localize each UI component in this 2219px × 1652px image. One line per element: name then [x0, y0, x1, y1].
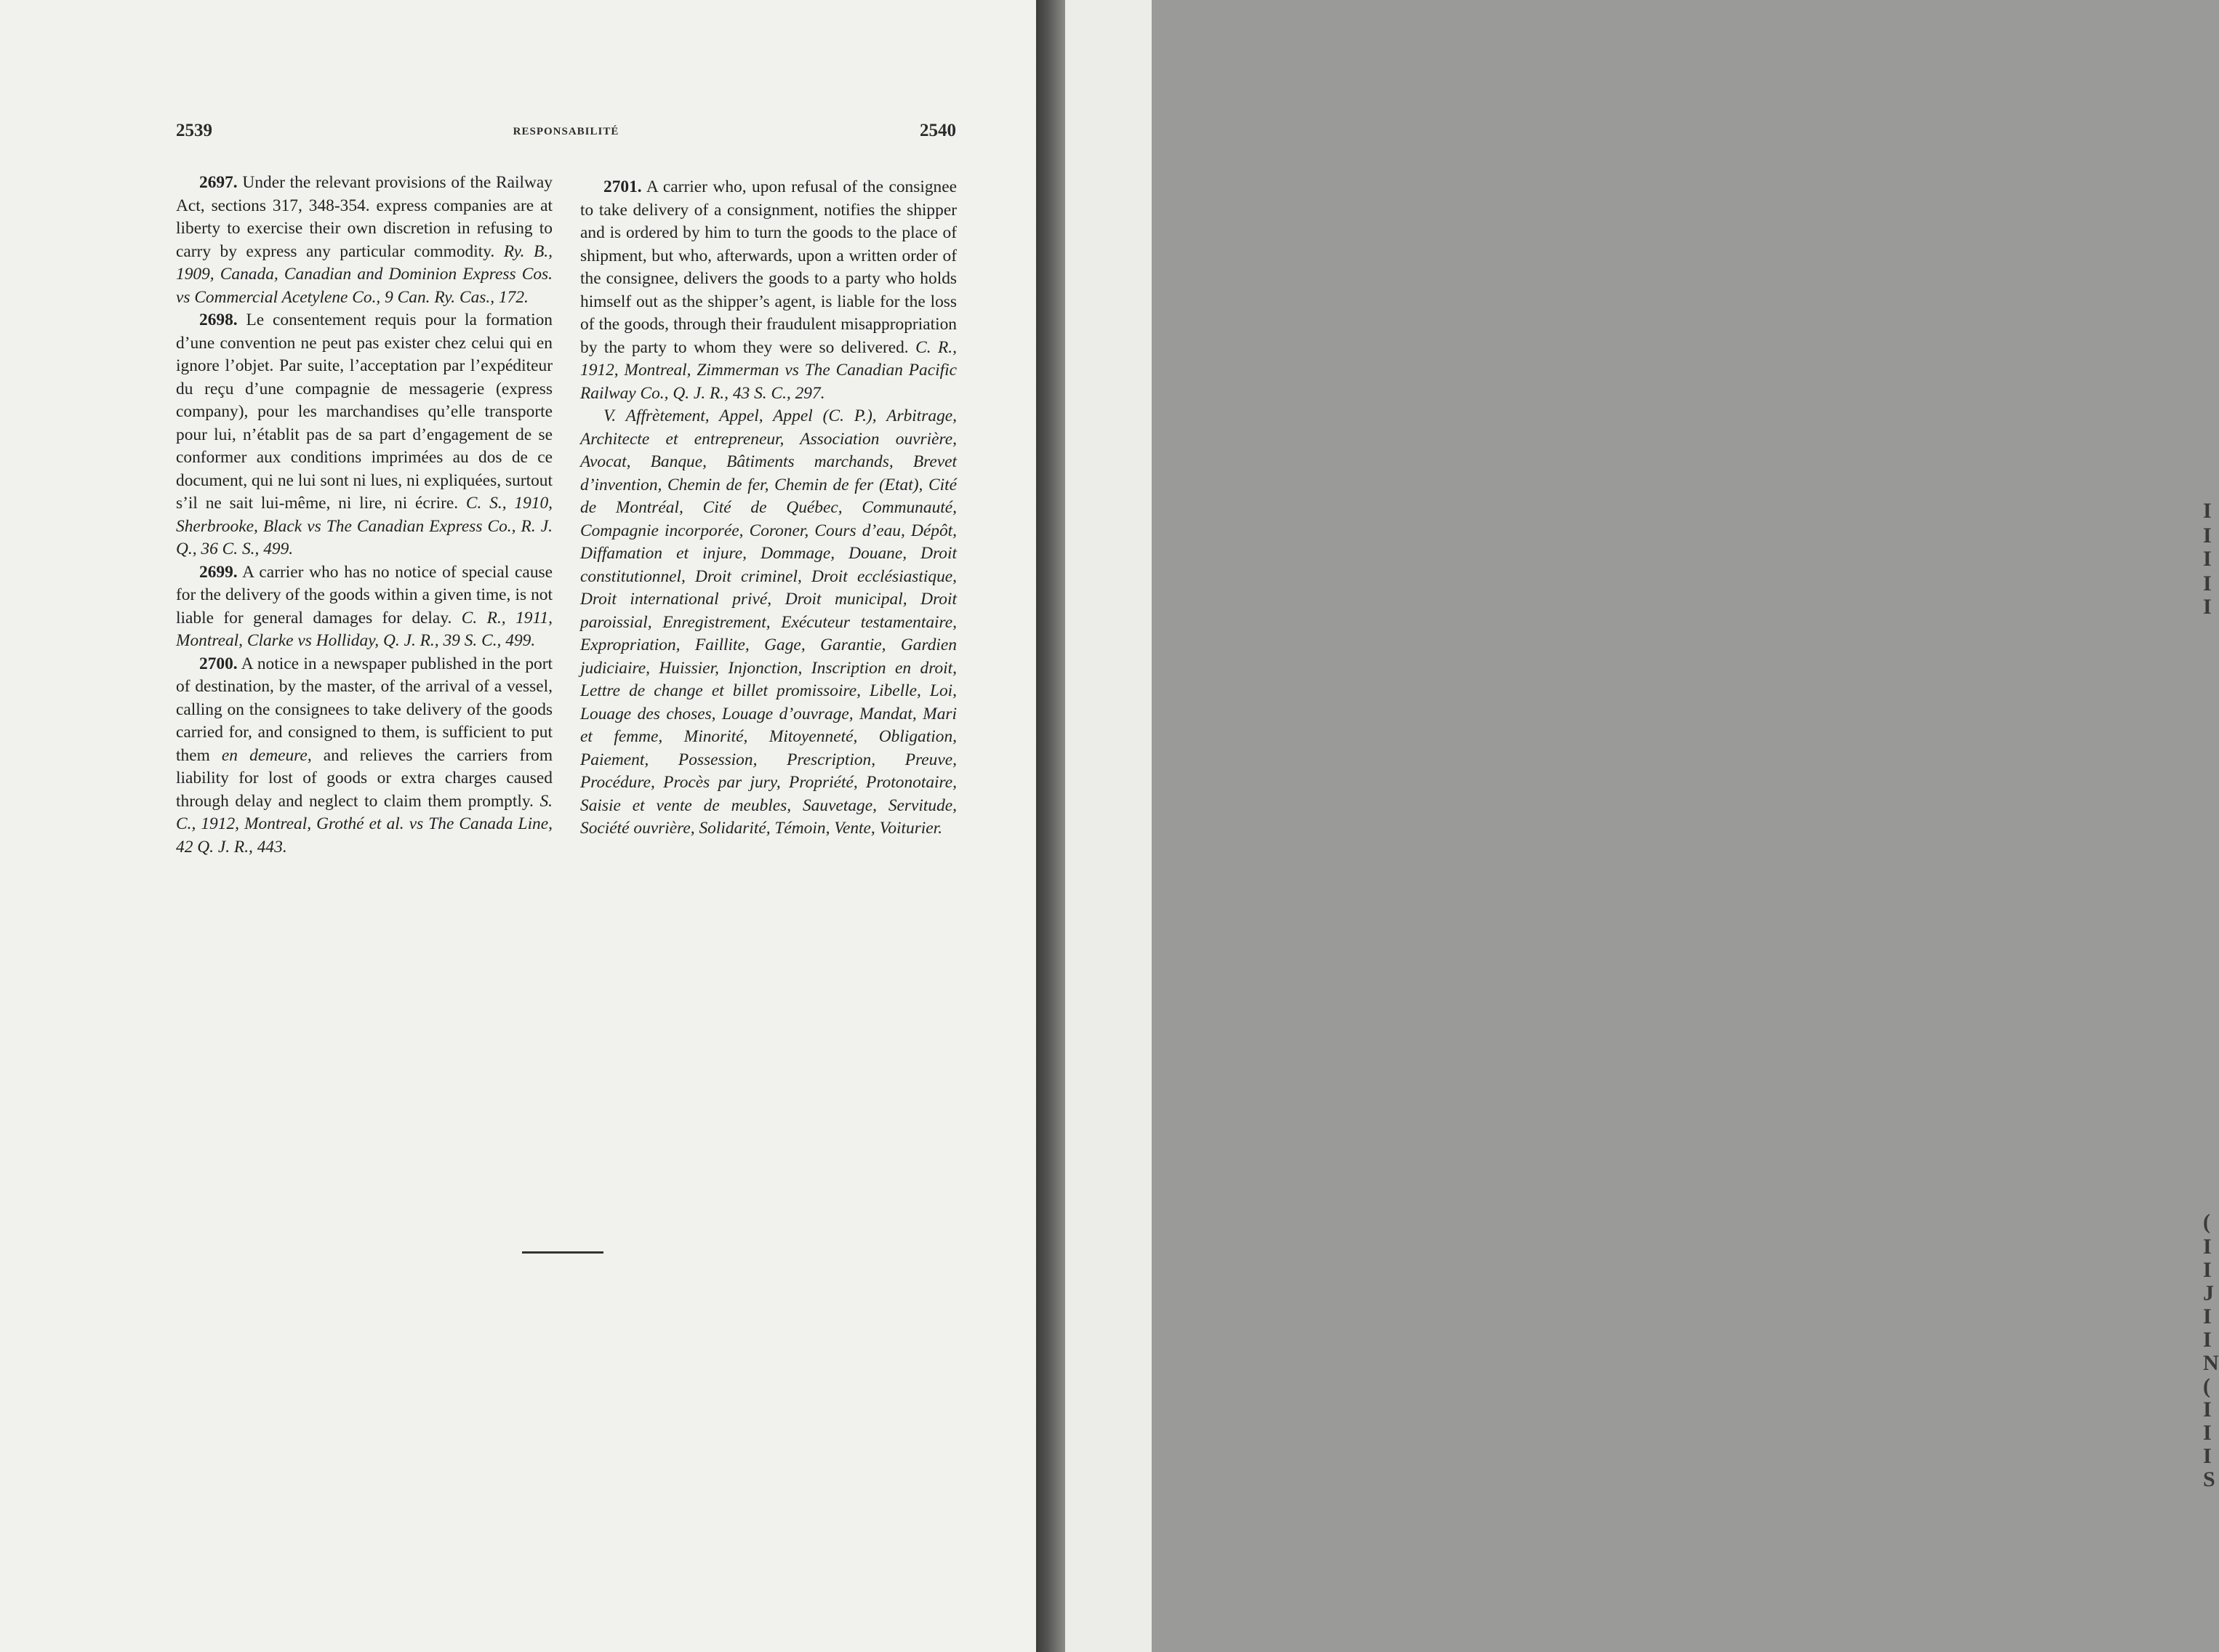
- entry-citation: C. R., 1912, Montreal, Zimmerman vs The Canadian Pacific Railway Co., Q. J. R., 43 S. C., 297.: [580, 337, 957, 403]
- entry-2699: [176, 561, 553, 653]
- left-column: [176, 172, 553, 859]
- adjacent-page-letter: (: [2203, 1210, 2210, 1234]
- entry-text: Le consentement requis pour la formation d’une convention ne peut pas exister chez celui qui en ignore l’objet. Par suite, l’acceptation par l’expéditeur du reçu d’une compagnie de messagerie (express company), pour les marchandises qu’elle transporte pour lui, n’établit pas de sa part d’engagement de se conformer aux conditions imprimées au dos de ce document, qui ne lui sont ni lues, ni expliquées, surtout s’il ne sait lui-même, ni lire, ni écrire.: [176, 310, 553, 513]
- adjacent-page-letter: I: [2203, 499, 2212, 523]
- adjacent-page-strip: [1065, 0, 2219, 1652]
- adjacent-page-letter: I: [2203, 1421, 2212, 1445]
- adjacent-page-letter: I: [2203, 1398, 2212, 1422]
- adjacent-page-letter: I: [2203, 1444, 2212, 1468]
- page-number-right: 2540: [920, 121, 956, 140]
- adjacent-page-letter: I: [2203, 1328, 2212, 1352]
- entry-number: 2700.: [199, 654, 238, 673]
- adjacent-page-letter: J: [2203, 1281, 2214, 1305]
- entry-2701: [580, 176, 957, 405]
- entry-number: 2697.: [199, 173, 238, 192]
- entry-2697: [176, 172, 553, 309]
- entry-italic-term: en demeure: [221, 745, 308, 765]
- adjacent-page-letter: (: [2203, 1374, 2210, 1398]
- entry-text: A carrier who, upon refusal of the consignee to take delivery of a consignment, notifies the shipper and is ordered by him to turn the goods to the place of shipment, but who, afterwards, upon a written order of the consignee, delivers the goods to a party who holds himself out as the shipper’s agent, is liable for the loss of the goods, through their fraudulent misappropriation by the party to whom they were so delivered.: [580, 177, 957, 357]
- right-column: [580, 176, 957, 841]
- entry-citation: C. R., 1911, Montreal, Clarke vs Holliday, Q. J. R., 39 S. C., 499.: [176, 608, 553, 650]
- page-number-left: 2539: [176, 121, 212, 140]
- entry-number: 2701.: [603, 177, 642, 196]
- book-gutter-shadow: [1036, 0, 1065, 1652]
- entry-text: Under the relevant provisions of the Railway Act, sections 317, 348-354. express companies are at liberty to exercise their own discretion in refusing to carry by express any particular commodity.: [176, 173, 553, 261]
- entry-text: A notice in a newspaper published in the port of destination, by the master, of the arrival of a vessel, calling on the consignees to take delivery of the goods carried for, and consigned to them, is sufficient to put them: [176, 654, 553, 765]
- scanned-page: [0, 0, 1036, 1652]
- entry-text: A carrier who has no notice of special cause for the delivery of the goods within a given time, is not liable for general damages for delay.: [176, 562, 553, 627]
- adjacent-page-letter: I: [2203, 1258, 2212, 1282]
- adjacent-page-letter: S: [2203, 1467, 2215, 1491]
- adjacent-page-letter: I: [2203, 524, 2212, 548]
- adjacent-page-letter: I: [2203, 1235, 2212, 1259]
- entry-2698: [176, 309, 553, 561]
- adjacent-page-letter: N: [2203, 1351, 2219, 1375]
- adjacent-page-letter: I: [2203, 595, 2212, 619]
- page-header: [176, 121, 956, 150]
- entry-citation: C. S., 1910, Sherbrooke, Black vs The Canadian Express Co., R. J. Q., 36 C. S., 499.: [176, 494, 553, 558]
- adjacent-page-letter: I: [2203, 547, 2212, 571]
- entry-2700: [176, 653, 553, 859]
- see-also-list: V. Affrètement, Appel, Appel (C. P.), Arbitrage, Architecte et entrepreneur, Association ouvrière, Avocat, Banque, Bâtiments marchands, Brevet d’invention, Chemin de fer, Chemin de fer (Etat), Cité de Montréal, Cité de Québec, Communauté, Compagnie incorporée, Coroner, Cours d’eau, Dépôt, Diffamation et injure, Dommage, Douane, Droit constitutionnel, Droit criminel, Droit ecclésiastique, Droit international privé, Droit municipal, Droit paroissial, Enregistrement, Exécuteur testamentaire, Expropriation, Faillite, Gage, Garantie, Gardien judiciaire, Huissier, Injonction, Inscription en droit, Lettre de change et billet promissoire, Libelle, Loi, Louage des choses, Louage d’ouvrage, Mandat, Mari et femme, Minorité, Mitoyenneté, Obligation, Paiement, Possession, Prescription, Preuve, Procédure, Procès par jury, Propriété, Protonotaire, Saisie et vente de meubles, Sauvetage, Servitude, Société ouvrière, Solidarité, Témoin, Vente, Voiturier.: [580, 406, 957, 838]
- entry-text-continued: , and relieves the carriers from liability for lost of goods or extra charges caused through delay and neglect to claim them promptly.: [176, 745, 553, 811]
- running-head: RESPONSABILITÉ: [513, 126, 619, 137]
- section-end-rule: [522, 1251, 603, 1254]
- adjacent-page-letter: I: [2203, 572, 2212, 596]
- entry-citation: Ry. B., 1909, Canada, Canadian and Dominion Express Cos. vs Commercial Acetylene Co., 9 Can. Ry. Cas., 172.: [176, 241, 553, 307]
- entry-citation: S. C., 1912, Montreal, Grothé et al. vs The Canada Line, 42 Q. J. R., 443.: [176, 791, 553, 857]
- entry-number: 2698.: [199, 310, 238, 329]
- adjacent-page-letter: I: [2203, 1304, 2212, 1328]
- entry-number: 2699.: [199, 562, 238, 582]
